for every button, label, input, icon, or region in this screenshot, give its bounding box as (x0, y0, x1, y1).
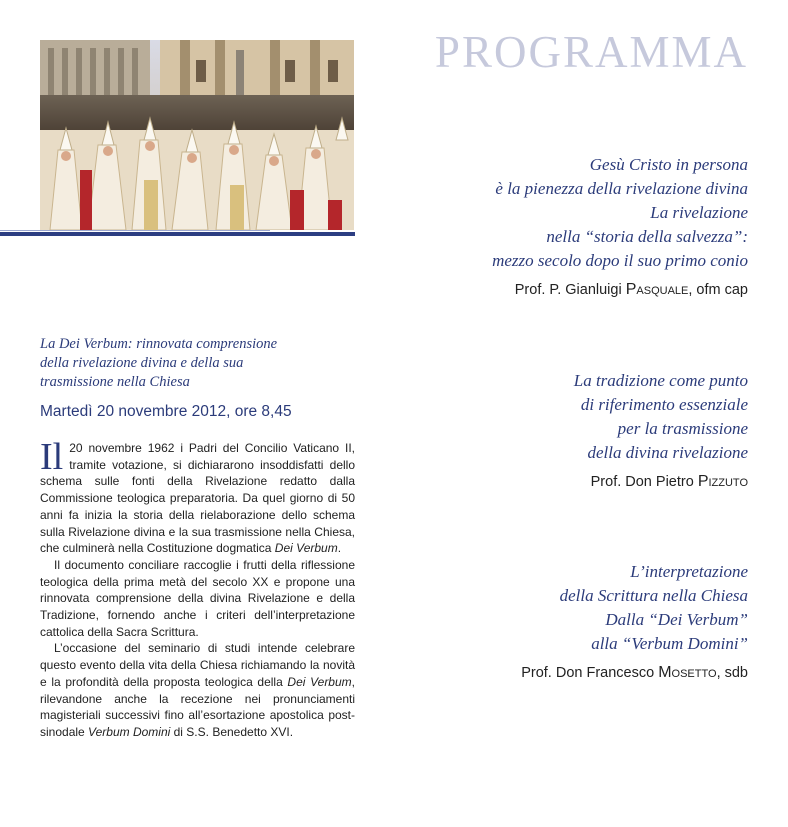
program-topic (418, 153, 748, 273)
cover-photo (40, 40, 354, 230)
speaker-name: Prof. Don Pietro (590, 474, 698, 490)
paragraph: Il documento conciliare raccoglie i frutti della riflessione teologica della prima metà del secolo XX e propone una rinnovata comprensione della divina Rivelazione e della Tradizione, fornendo anche i criteri dell’interpretazione cattolica della Sacra Scrittura. (40, 557, 355, 639)
drop-cap: Il (40, 436, 64, 478)
topic-line: nella “storia della salvezza”: (546, 227, 748, 246)
topic-line: L’interpretazione (630, 562, 748, 581)
program-speaker (418, 281, 748, 299)
intro-line: La Dei Verbum: rinnovata comprensione (40, 336, 278, 352)
paragraph-text: 20 novembre 1962 i Padri del Concilio Vaticano II, tramite votazione, si dichiararono insoddisfatti dello schema sulle fonti della Rivelazione redatto dalla Commissione teologica preparatoria. Da quel giorno di 50 anni fa inizia la storia della rielaborazione dello schema sulla Rivelazione divina e la sua trasmissione nella Chiesa, che culminerà nella Costituzione dogmatica (40, 441, 355, 556)
topic-line: di riferimento essenziale (580, 395, 748, 414)
page-title: PROGRAMMA (434, 27, 748, 77)
emphasis: Dei Verbum (287, 674, 352, 689)
paragraph-text: L’occasione del seminario di studi intende celebrare questo evento della vita della Chiesa richiamando la novità e la profondità della proposta teologica della (40, 641, 355, 689)
program-speaker (418, 664, 748, 682)
intro-line: della rivelazione divina e della sua (40, 355, 244, 371)
program-item (418, 153, 748, 299)
speaker-surname: Pasquale (625, 281, 689, 298)
topic-line: Gesù Cristo in persona (589, 155, 748, 174)
speaker-name: Prof. Don Francesco (521, 665, 659, 681)
seminar-date: Martedì 20 novembre 2012, ore 8,45 (40, 403, 292, 420)
program-topic (418, 560, 748, 656)
intro-line: trasmissione nella Chiesa (40, 374, 190, 390)
paragraph (40, 436, 355, 557)
speaker-name: Prof. P. Gianluigi (514, 282, 626, 298)
topic-line: mezzo secolo dopo il suo primo conio (492, 251, 748, 270)
speaker-order: , sdb (716, 665, 748, 681)
program-topic (418, 369, 748, 465)
topic-line: Dalla “Dei Verbum” (605, 610, 748, 629)
program-speaker (418, 473, 748, 491)
paragraph-text: , rilevandone anche la recezione nei pronunciamenti magisteriali successivi fino all’esortazione apostolica post-sinodale (40, 674, 355, 739)
speaker-surname: Pizzuto (697, 473, 748, 490)
bishops-procession-image (40, 40, 354, 230)
paragraph-text: . (337, 541, 342, 556)
emphasis: Verbum Domini (88, 724, 171, 739)
program-item (418, 369, 748, 491)
header-rule-thin (0, 230, 270, 231)
seminar-title (40, 335, 360, 392)
header-rule (0, 232, 355, 236)
topic-line: della Scrittura nella Chiesa (559, 586, 748, 605)
description-text (40, 436, 355, 741)
topic-line: è la pienezza della rivelazione divina (495, 179, 748, 198)
emphasis: Dei Verbum (274, 541, 338, 556)
topic-line: La tradizione come punto (573, 371, 748, 390)
speaker-order: , ofm cap (688, 282, 748, 298)
paragraph (40, 640, 355, 740)
topic-line: della divina rivelazione (587, 443, 748, 462)
topic-line: alla “Verbum Domini” (591, 634, 748, 653)
topic-line: La rivelazione (650, 203, 748, 222)
speaker-surname: Mosetto (658, 664, 717, 681)
paragraph-text: di S.S. Benedetto XVI. (170, 724, 294, 739)
program-item (418, 560, 748, 682)
topic-line: per la trasmissione (617, 419, 748, 438)
